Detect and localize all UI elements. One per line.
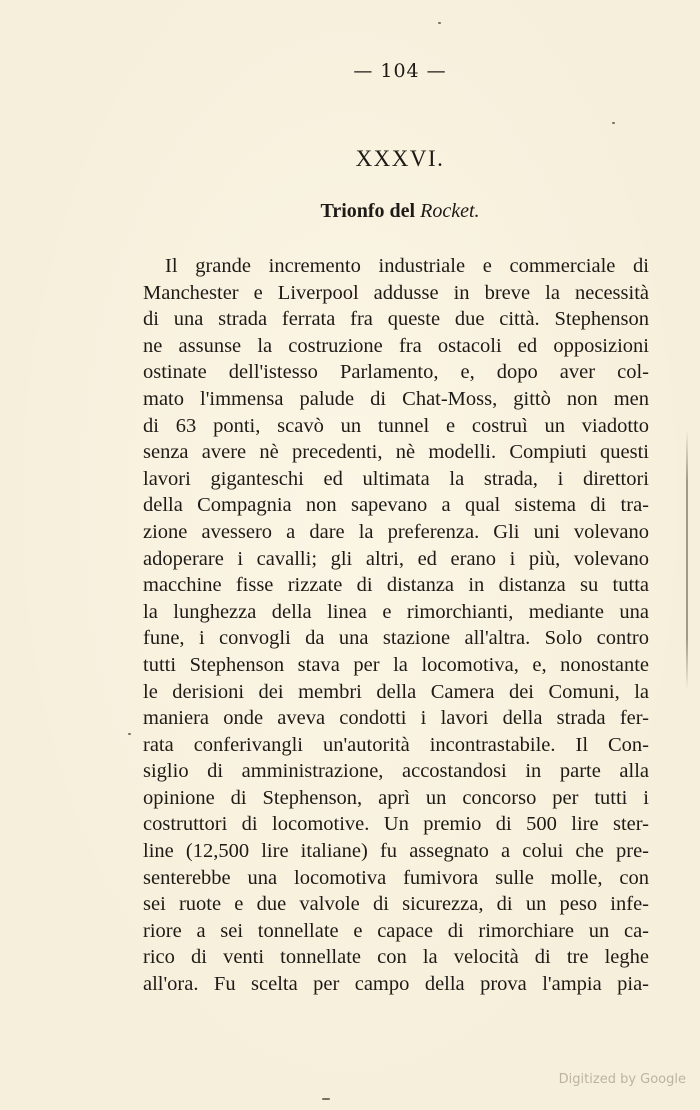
ink-speck xyxy=(128,733,131,735)
text-line: di una strada ferrata fra queste due città. Stephenson xyxy=(143,308,649,331)
text-line: macchine fisse rizzate di distanza in distanza su tutta xyxy=(143,574,649,597)
body-paragraph xyxy=(143,253,649,998)
text-line: rico di venti tonnellate con la velocità di tre leghe xyxy=(143,946,649,969)
text-line: all'ora. Fu scelta per campo della prova l'ampia pia- xyxy=(143,973,649,996)
text-line: opinione di Stephenson, aprì un concorso per tutti i xyxy=(143,786,649,809)
watermark-text: Digitized by Google xyxy=(558,1072,686,1087)
text-line: tutti Stephenson stava per la locomotiva, e, nonostante xyxy=(143,653,649,676)
text-line: senterebbe una locomotiva fumivora sulle molle, con xyxy=(143,866,649,889)
text-line: ostinate dell'istesso Parlamento, e, dopo aver col- xyxy=(143,361,649,384)
text-line: line (12,500 lire italiane) fu assegnato a colui che pre- xyxy=(143,840,649,863)
chapter-title-main: Trionfo del xyxy=(320,200,416,222)
text-line: Manchester e Liverpool addusse in breve la necessità xyxy=(143,281,649,304)
text-line: costruttori di locomotive. Un premio di 500 lire ster- xyxy=(143,813,649,836)
chapter-heading: XXXVI. xyxy=(355,146,445,171)
text-line: zione avessero a dare la preferenza. Gli uni volevano xyxy=(143,520,649,543)
text-line: senza avere nè precedenti, nè modelli. Compiuti questi xyxy=(143,441,649,464)
page-number: — 104 — xyxy=(353,60,447,82)
text-line: siglio di amministrazione, accostandosi in parte alla xyxy=(143,760,649,783)
text-line: fune, i convogli da una stazione all'altra. Solo contro xyxy=(143,627,649,650)
text-line: sei ruote e due valvole di sicurezza, di un peso infe- xyxy=(143,893,649,916)
text-line: la lunghezza della linea e rimorchianti, mediante una xyxy=(143,600,649,623)
ink-speck xyxy=(322,1098,330,1100)
chapter-title-italic: Rocket. xyxy=(420,200,480,222)
ink-speck xyxy=(438,22,441,24)
text-line: le derisioni dei membri della Camera dei Comuni, la xyxy=(143,680,649,703)
text-line: della Compagnia non sapevano a qual sistema di tra- xyxy=(143,494,649,517)
text-line: riore a sei tonnellate e capace di rimorchiare un ca- xyxy=(143,919,649,942)
ink-speck xyxy=(612,122,615,124)
text-line: lavori giganteschi ed ultimata la strada, i direttori xyxy=(143,467,649,490)
text-line: adoperare i cavalli; gli altri, ed erano i più, volevano xyxy=(143,547,649,570)
page-edge-shadow xyxy=(686,430,688,690)
text-line: rata conferivangli un'autorità incontrastabile. Il Con- xyxy=(143,733,649,756)
text-line: maniera onde aveva condotti i lavori della strada fer- xyxy=(143,707,649,730)
text-line: Il grande incremento industriale e commerciale di xyxy=(165,255,649,277)
text-line: ne assunse la costruzione fra ostacoli ed opposizioni xyxy=(143,334,649,357)
chapter-title xyxy=(0,200,700,223)
text-line: di 63 ponti, scavò un tunnel e costruì un viadotto xyxy=(143,414,649,437)
text-line: mato l'immensa palude di Chat-Moss, gittò non men xyxy=(143,387,649,410)
